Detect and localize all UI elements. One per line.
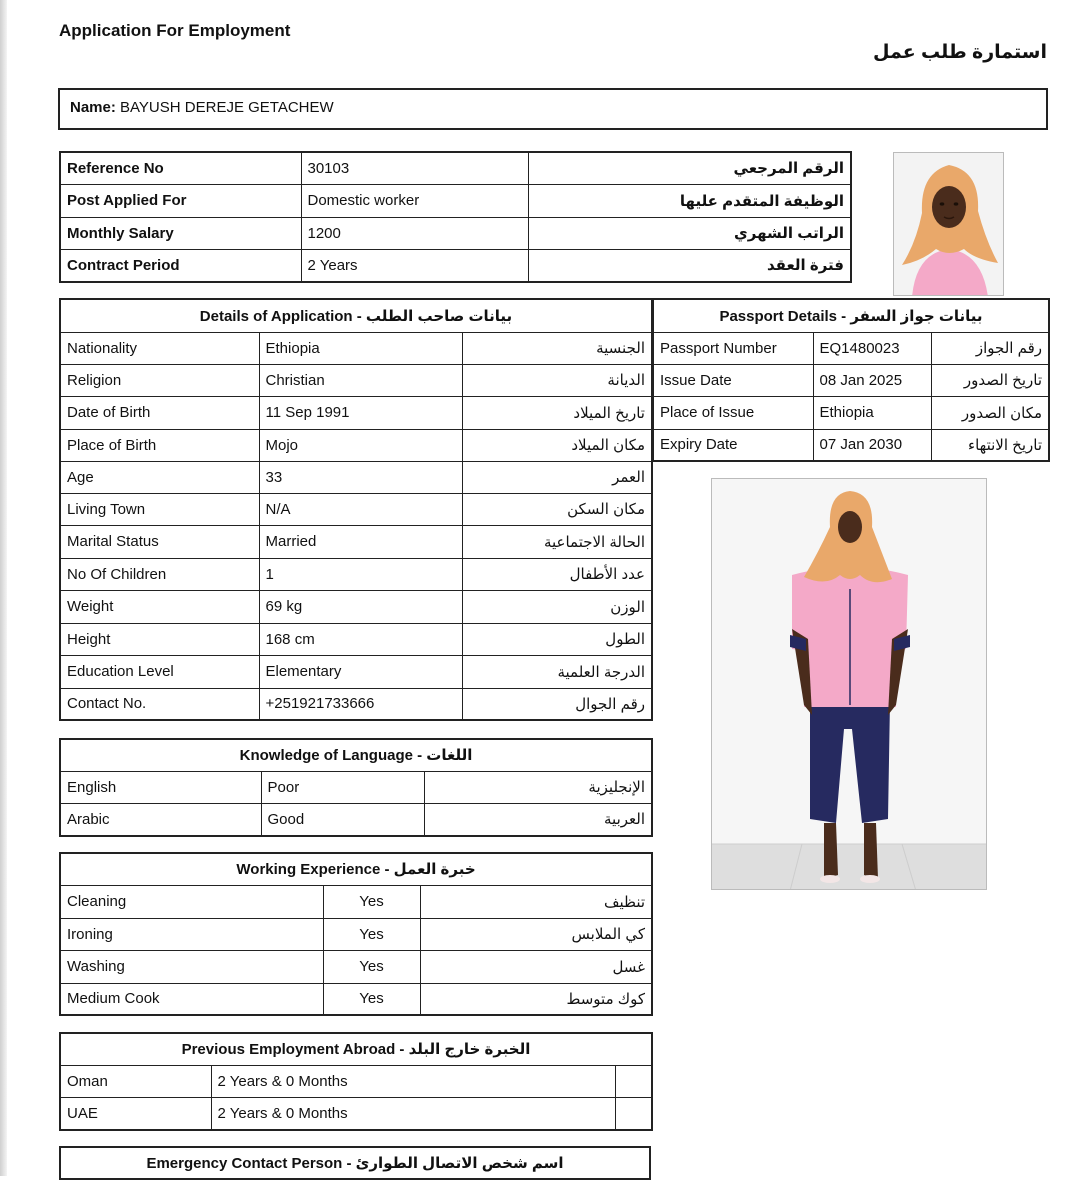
details-value: Christian [259, 364, 462, 396]
experience-label: Cleaning [60, 885, 323, 918]
details-label-ar: الطول [462, 623, 652, 655]
experience-label-ar: كي الملابس [420, 918, 652, 950]
summary-label: Monthly Salary [60, 217, 301, 249]
passport-value: Ethiopia [813, 396, 931, 429]
portrait-photo-graphic [894, 153, 1004, 296]
summary-value: 1200 [301, 217, 528, 249]
previous-employment-table [59, 1032, 653, 1131]
summary-label-ar: الراتب الشهري [528, 217, 851, 249]
passport-label-ar: تاريخ الصدور [931, 364, 1049, 396]
summary-value: 30103 [301, 152, 528, 184]
experience-label: Washing [60, 950, 323, 983]
details-label-ar: مكان السكن [462, 493, 652, 525]
summary-value: Domestic worker [301, 184, 528, 217]
language-level: Poor [261, 771, 424, 803]
portrait-photo [893, 152, 1004, 296]
language-row [60, 771, 652, 803]
details-value: Elementary [259, 655, 462, 688]
previous-employment-row [60, 1097, 652, 1130]
details-row [60, 590, 652, 623]
details-row [60, 493, 652, 525]
details-row [60, 461, 652, 493]
passport-value: 07 Jan 2030 [813, 429, 931, 461]
details-label: Date of Birth [60, 396, 259, 429]
details-label: Religion [60, 364, 259, 396]
details-label: Marital Status [60, 525, 259, 558]
details-label-ar: عدد الأطفال [462, 558, 652, 590]
employment-duration: 2 Years & 0 Months [211, 1097, 615, 1130]
details-label: Height [60, 623, 259, 655]
emergency-contact-table [59, 1146, 651, 1180]
details-label-ar: مكان الميلاد [462, 429, 652, 461]
passport-label: Passport Number [653, 332, 813, 364]
language-label-ar: العربية [424, 803, 652, 836]
language-row [60, 803, 652, 836]
details-label: Living Town [60, 493, 259, 525]
experience-value: Yes [323, 918, 420, 950]
summary-row [60, 249, 851, 282]
details-row [60, 655, 652, 688]
summary-row [60, 152, 851, 184]
details-value: 33 [259, 461, 462, 493]
experience-row [60, 885, 652, 918]
document-title-en: Application For Employment [59, 21, 291, 40]
details-value: N/A [259, 493, 462, 525]
experience-value: Yes [323, 983, 420, 1015]
summary-label: Contract Period [60, 249, 301, 282]
experience-label: Ironing [60, 918, 323, 950]
previous-employment-row [60, 1065, 652, 1097]
passport-row [653, 332, 1049, 364]
passport-value: 08 Jan 2025 [813, 364, 931, 396]
passport-value: EQ1480023 [813, 332, 931, 364]
details-label-ar: الجنسية [462, 332, 652, 364]
language-level: Good [261, 803, 424, 836]
summary-label-ar: فترة العقد [528, 249, 851, 282]
details-row [60, 332, 652, 364]
details-value: Mojo [259, 429, 462, 461]
experience-row [60, 983, 652, 1015]
passport-title: Passport Details - بيانات جواز السفر [653, 299, 1049, 332]
details-row [60, 364, 652, 396]
experience-row [60, 950, 652, 983]
details-value: 69 kg [259, 590, 462, 623]
summary-label-ar: الوظيفة المتقدم عليها [528, 184, 851, 217]
employment-empty-cell [615, 1065, 652, 1097]
language-label: English [60, 771, 261, 803]
employment-duration: 2 Years & 0 Months [211, 1065, 615, 1097]
name-label: Name: [70, 99, 116, 116]
full-body-photo [711, 478, 987, 890]
details-value: 11 Sep 1991 [259, 396, 462, 429]
details-row [60, 623, 652, 655]
passport-label: Place of Issue [653, 396, 813, 429]
details-table [59, 298, 653, 721]
experience-value: Yes [323, 950, 420, 983]
experience-label-ar: تنظيف [420, 885, 652, 918]
experience-label-ar: كوك متوسط [420, 983, 652, 1015]
language-label-ar: الإنجليزية [424, 771, 652, 803]
experience-row [60, 918, 652, 950]
previous-employment-title: Previous Employment Abroad - الخبرة خارج البلد [60, 1033, 652, 1065]
details-label-ar: الديانة [462, 364, 652, 396]
passport-label-ar: تاريخ الانتهاء [931, 429, 1049, 461]
experience-label: Medium Cook [60, 983, 323, 1015]
passport-label-ar: مكان الصدور [931, 396, 1049, 429]
details-row [60, 525, 652, 558]
details-label: Education Level [60, 655, 259, 688]
language-label: Arabic [60, 803, 261, 836]
document-title-ar: استمارة طلب عمل [873, 42, 1047, 63]
passport-label: Expiry Date [653, 429, 813, 461]
employment-country: Oman [60, 1065, 211, 1097]
full-body-photo-graphic [712, 479, 987, 890]
passport-row [653, 364, 1049, 396]
page-edge-shadow [0, 0, 7, 1176]
details-label: Nationality [60, 332, 259, 364]
details-label-ar: الحالة الاجتماعية [462, 525, 652, 558]
details-label: Place of Birth [60, 429, 259, 461]
details-label-ar: تاريخ الميلاد [462, 396, 652, 429]
summary-row [60, 184, 851, 217]
details-row [60, 558, 652, 590]
details-label-ar: الدرجة العلمية [462, 655, 652, 688]
summary-row [60, 217, 851, 249]
experience-table [59, 852, 653, 1016]
details-label-ar: رقم الجوال [462, 688, 652, 720]
summary-label: Reference No [60, 152, 301, 184]
summary-table [59, 151, 852, 283]
passport-row [653, 396, 1049, 429]
passport-table [652, 298, 1050, 462]
details-value: Married [259, 525, 462, 558]
details-label: No Of Children [60, 558, 259, 590]
experience-label-ar: غسل [420, 950, 652, 983]
details-value: 168 cm [259, 623, 462, 655]
employment-empty-cell [615, 1097, 652, 1130]
details-row [60, 429, 652, 461]
details-value: Ethiopia [259, 332, 462, 364]
passport-row [653, 429, 1049, 461]
details-value: 1 [259, 558, 462, 590]
details-label: Contact No. [60, 688, 259, 720]
experience-value: Yes [323, 885, 420, 918]
details-row [60, 396, 652, 429]
experience-title: Working Experience - خبرة العمل [60, 853, 652, 885]
details-label-ar: الوزن [462, 590, 652, 623]
employment-country: UAE [60, 1097, 211, 1130]
languages-title: Knowledge of Language - اللغات [60, 739, 652, 771]
applicant-name-box [58, 88, 1048, 130]
summary-label: Post Applied For [60, 184, 301, 217]
details-label: Weight [60, 590, 259, 623]
languages-table [59, 738, 653, 837]
summary-value: 2 Years [301, 249, 528, 282]
passport-label: Issue Date [653, 364, 813, 396]
passport-label-ar: رقم الجواز [931, 332, 1049, 364]
details-row [60, 688, 652, 720]
details-label-ar: العمر [462, 461, 652, 493]
details-title: Details of Application - بيانات صاحب الطلب [60, 299, 652, 332]
applicant-name: BAYUSH DEREJE GETACHEW [120, 99, 334, 116]
details-value: +251921733666 [259, 688, 462, 720]
details-label: Age [60, 461, 259, 493]
summary-label-ar: الرقم المرجعي [528, 152, 851, 184]
emergency-contact-title: Emergency Contact Person - اسم شخص الاتصال الطوارئ [60, 1147, 650, 1179]
